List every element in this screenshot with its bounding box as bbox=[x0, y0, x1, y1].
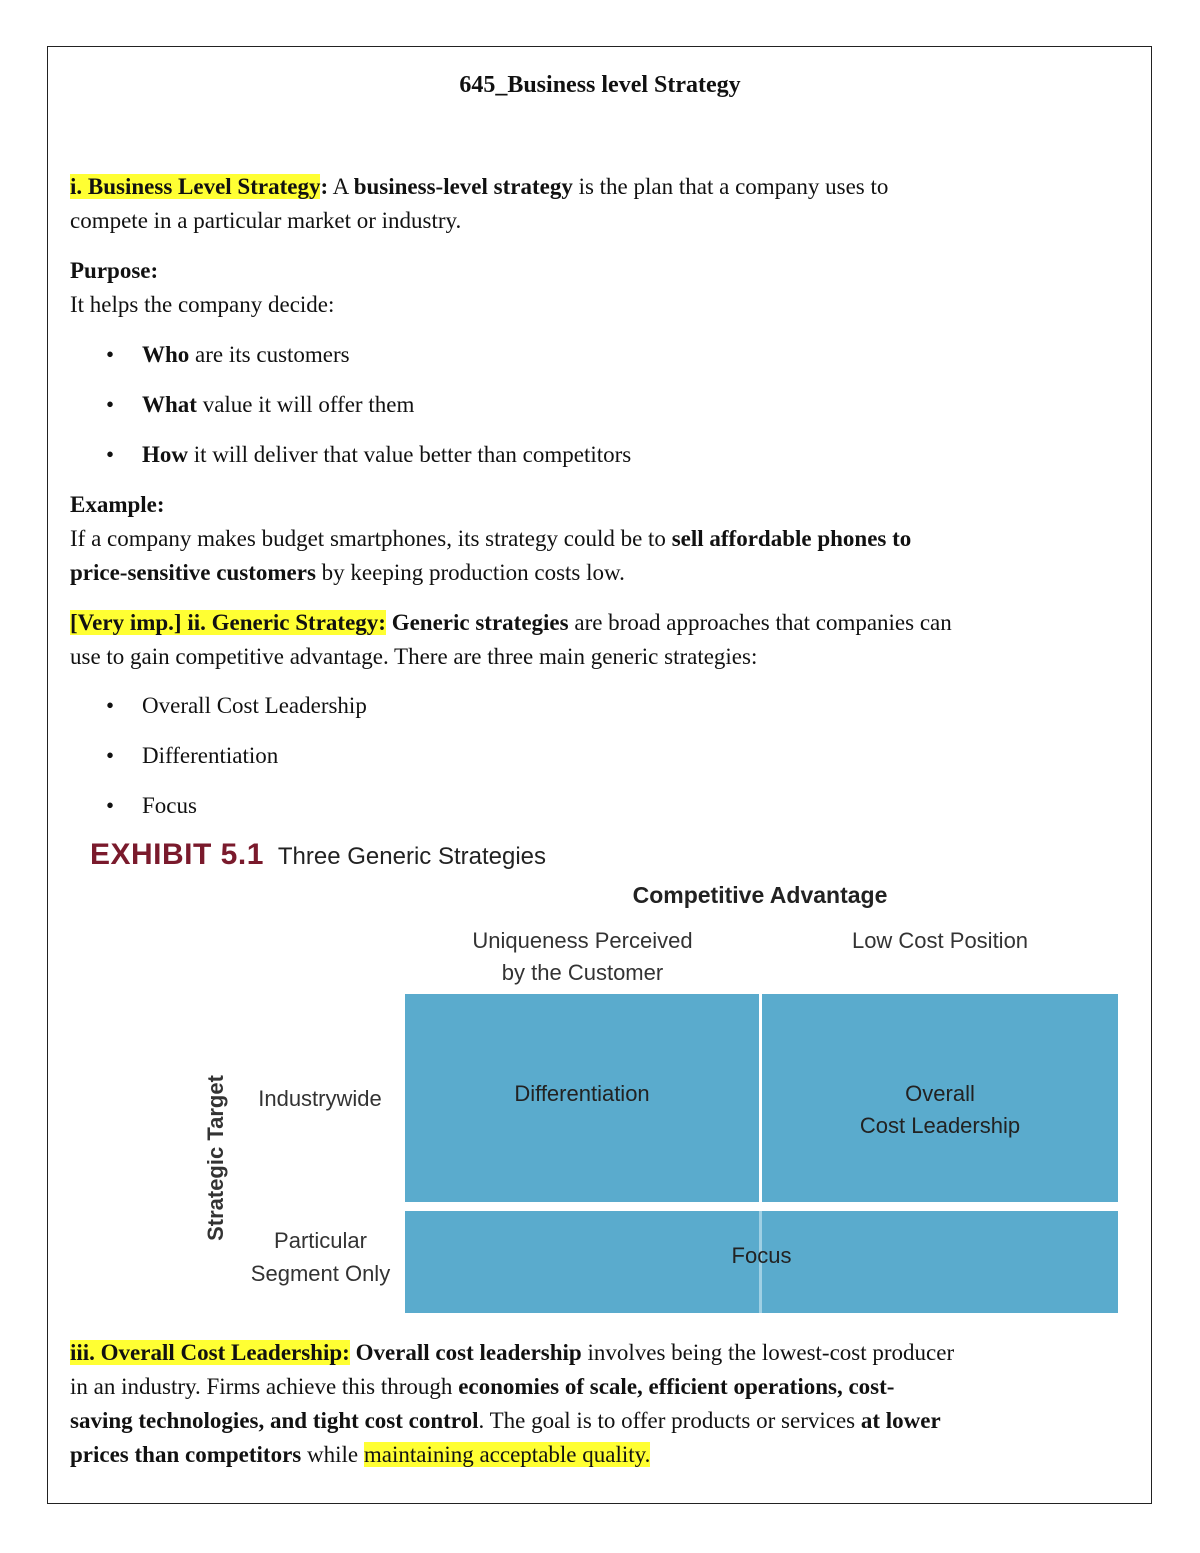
section-overall-cost-leadership: iii. Overall Cost Leadership: Overall cost leadership involves being the lowest-cost producer in an industry. Firms achieve this through economies of scale, efficient operations, cost- saving technologies, and tight cost control. The goal is to offer products or services at lower prices than competitors while maintaining acceptable quality. bbox=[70, 1340, 955, 1467]
list-item: • Overall Cost Leadership bbox=[70, 689, 367, 739]
exhibit-number: EXHIBIT 5.1 bbox=[90, 838, 264, 871]
term: business-level strategy bbox=[353, 174, 573, 199]
generic-strategy-list bbox=[70, 689, 367, 839]
strategic-target-label: Strategic Target bbox=[203, 1075, 228, 1241]
section-heading: iii. Overall Cost Leadership: bbox=[70, 1340, 350, 1365]
row-header-industrywide: Industrywide bbox=[258, 1086, 382, 1111]
bullet-icon: • bbox=[106, 442, 115, 467]
list-item: • Focus bbox=[70, 789, 367, 839]
cell-overall-cost-leadership-label: Overall Cost Leadership bbox=[859, 1081, 1021, 1138]
cell-differentiation-label: Differentiation bbox=[514, 1081, 650, 1106]
row-header-particular-segment: Particular Segment Only bbox=[250, 1228, 391, 1286]
purpose-list bbox=[70, 338, 631, 488]
section-heading: [Very imp.] ii. Generic Strategy: bbox=[70, 610, 386, 635]
purpose-text: It helps the company decide: bbox=[70, 292, 335, 317]
generic-strategies-matrix bbox=[405, 994, 1118, 1313]
column-header-low-cost: Low Cost Position bbox=[851, 928, 1029, 953]
list-item: • Who are its customers bbox=[70, 338, 631, 388]
example-label: Example: bbox=[70, 492, 165, 517]
list-item: • Differentiation bbox=[70, 739, 367, 789]
bullet-icon: • bbox=[106, 743, 115, 768]
list-item: • What value it will offer them bbox=[70, 388, 631, 438]
section-business-level-strategy: i. Business Level Strategy: A business-level strategy is the plan that a company uses to compete in a particular market or industry. bbox=[70, 174, 889, 233]
bullet-icon: • bbox=[106, 693, 115, 718]
term: Generic strategies bbox=[391, 610, 569, 635]
competitive-advantage-label: Competitive Advantage bbox=[632, 882, 888, 908]
bullet-icon: • bbox=[106, 342, 115, 367]
purpose-label: Purpose: bbox=[70, 258, 159, 283]
example-block: Example: If a company makes budget smartphones, its strategy could be to sell affordable phones to price-sensitive customers by keeping production costs low. bbox=[70, 492, 912, 585]
bullet-icon: • bbox=[106, 392, 115, 417]
purpose-block bbox=[70, 254, 1130, 322]
section-generic-strategy: [Very imp.] ii. Generic Strategy: Generic strategies are broad approaches that companies can use to gain competitive advantage. There are three main generic strategies: bbox=[70, 610, 952, 669]
column-header-uniqueness: Uniqueness Perceived by the Customer bbox=[472, 928, 693, 985]
exhibit-title bbox=[90, 838, 546, 872]
section-heading: i. Business Level Strategy bbox=[70, 174, 321, 199]
exhibit-name: Three Generic Strategies bbox=[277, 843, 547, 870]
highlighted-phrase: maintaining acceptable quality. bbox=[363, 1442, 651, 1467]
cell-focus-label: Focus bbox=[731, 1243, 792, 1268]
term: Overall cost leadership bbox=[355, 1340, 582, 1365]
list-item: • How it will deliver that value better than competitors bbox=[70, 438, 631, 488]
bullet-icon: • bbox=[106, 793, 115, 818]
document-title: 645_Business level Strategy bbox=[459, 72, 741, 98]
